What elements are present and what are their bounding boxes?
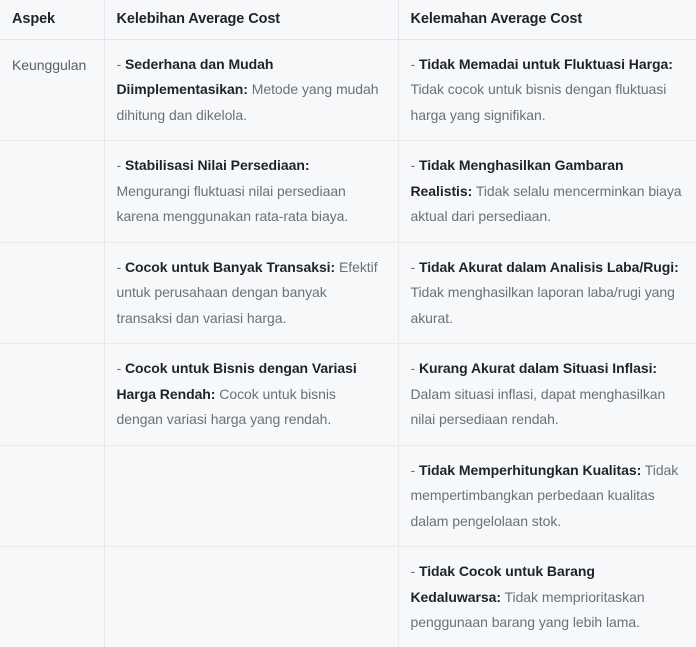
bullet-dash: -: [117, 56, 125, 72]
bullet-dash: -: [411, 259, 419, 275]
cell-lead: Cocok untuk Bisnis dengan Variasi Harga Rendah:: [117, 360, 357, 401]
table-row: [0, 445, 696, 546]
cell-text: [411, 255, 683, 331]
column-header-aspek: Aspek: [0, 0, 104, 40]
cell-lead: Stabilisasi Nilai Persediaan:: [125, 157, 310, 173]
cell-rest: Tidak selalu mencerminkan biaya aktual dari persediaan.: [411, 183, 682, 224]
cell-lead: Tidak Akurat dalam Analisis Laba/Rugi:: [419, 259, 679, 275]
cell-lead: Kurang Akurat dalam Situasi Inflasi:: [419, 360, 657, 376]
cell-kelemahan: [398, 547, 696, 647]
cell-rest: Tidak memprioritaskan penggunaan barang yang lebih lama.: [411, 589, 645, 630]
cell-kelemahan: [398, 141, 696, 242]
table-header-row: [0, 0, 696, 40]
cell-text: [117, 559, 384, 569]
cell-kelebihan: [104, 242, 398, 343]
cell-text: [117, 52, 384, 128]
cell-text: [117, 458, 384, 468]
cell-lead: Cocok untuk Banyak Transaksi:: [125, 259, 335, 275]
cell-aspek: [0, 242, 104, 343]
cell-text: [117, 255, 384, 331]
cell-rest: Cocok untuk bisnis dengan variasi harga yang rendah.: [117, 386, 336, 427]
cell-aspek: [0, 141, 104, 242]
cell-rest: Dalam situasi inflasi, dapat menghasilkan nilai persediaan rendah.: [411, 386, 666, 427]
table-header: [0, 0, 696, 40]
column-header-kelemahan: Kelemahan Average Cost: [398, 0, 696, 40]
cell-rest: Metode yang mudah dihitung dan dikelola.: [117, 81, 379, 122]
cell-kelemahan: [398, 344, 696, 445]
bullet-dash: -: [117, 360, 125, 376]
cell-rest: Efektif untuk perusahaan dengan banyak transaksi dan variasi harga.: [117, 259, 378, 326]
cell-aspek: [0, 547, 104, 647]
cell-kelebihan: [104, 40, 398, 141]
cell-aspek: [0, 344, 104, 445]
cell-text: [411, 356, 683, 432]
table-row: [0, 242, 696, 343]
cell-kelemahan: [398, 242, 696, 343]
cell-kelemahan: [398, 40, 696, 141]
cell-kelemahan: [398, 445, 696, 546]
bullet-dash: -: [411, 563, 419, 579]
cell-aspek: [0, 445, 104, 546]
bullet-dash: -: [411, 462, 419, 478]
cell-lead: Tidak Cocok untuk Barang Kedaluwarsa:: [411, 563, 595, 604]
cell-text: [411, 52, 683, 128]
column-header-kelebihan: Kelebihan Average Cost: [104, 0, 398, 40]
bullet-dash: -: [411, 56, 419, 72]
table-row: [0, 141, 696, 242]
cell-kelebihan: [104, 547, 398, 647]
cell-aspek: Keunggulan: [0, 40, 104, 141]
cell-rest: Tidak mempertimbangkan perbedaan kualitas dalam pengelolaan stok.: [411, 462, 679, 529]
bullet-dash: -: [411, 157, 419, 173]
cell-lead: Tidak Memadai untuk Fluktuasi Harga:: [419, 56, 673, 72]
table-body: [0, 40, 696, 647]
cell-text: [117, 153, 384, 229]
cell-rest: Tidak menghasilkan laporan laba/rugi yang akurat.: [411, 284, 675, 325]
bullet-dash: -: [411, 360, 419, 376]
table-row: [0, 547, 696, 647]
cell-text: [411, 153, 683, 229]
table-row: [0, 344, 696, 445]
cell-text: [117, 356, 384, 432]
cell-kelebihan: [104, 141, 398, 242]
cell-kelebihan: [104, 344, 398, 445]
cell-rest: Tidak cocok untuk bisnis dengan fluktuasi harga yang signifikan.: [411, 81, 667, 122]
bullet-dash: -: [117, 259, 125, 275]
cell-text: [411, 458, 683, 534]
cell-lead: Tidak Menghasilkan Gambaran Realistis:: [411, 157, 624, 198]
cell-text: [411, 559, 683, 635]
cell-lead: Sederhana dan Mudah Diimplementasikan:: [117, 56, 274, 97]
table-row: [0, 40, 696, 141]
bullet-dash: -: [117, 157, 125, 173]
cell-kelebihan: [104, 445, 398, 546]
cell-rest: Mengurangi fluktuasi nilai persediaan karena menggunakan rata-rata biaya.: [117, 183, 349, 224]
cell-lead: Tidak Memperhitungkan Kualitas:: [419, 462, 641, 478]
